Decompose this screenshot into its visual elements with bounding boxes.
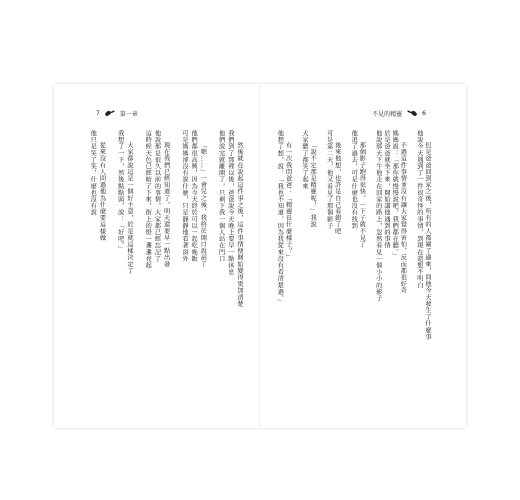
text-column: 「嗯……」一會兒之後，我終於開口說話了 [199, 142, 207, 268]
text-column: 他說那天下午他走在回家的路上，忽然看見一個小小的影子 [374, 130, 382, 302]
text-column: 「說不定那是精靈呢！」我說 [309, 142, 317, 228]
left-page-text [88, 130, 244, 400]
book-spread [54, 84, 466, 428]
text-column: 現在我們已經知道了，明天還要早一點出發 [162, 142, 170, 268]
text-column: 他追了過去，可是什麼也沒有找到 [350, 130, 358, 229]
bird-ornament-icon [104, 108, 116, 118]
text-column: 他們說完就離開了，只剩下我一個人站在門口 [217, 130, 225, 262]
left-page [54, 84, 260, 428]
text-column: 他說今天遇到了一件很奇怪的事情，到現在還想不明白 [415, 130, 423, 289]
text-column: 有一次我問爸爸：「精靈長什麼樣子？」 [284, 142, 292, 261]
text-column: 那個影子跑得很快，一下子就不見了 [358, 142, 366, 248]
text-column: 可是媽媽卻沒有說什麼，只是靜靜地看著窗外 [180, 130, 188, 262]
text-column: 他們都很高興，因為今天終於可以一起吃晚飯 [190, 130, 198, 262]
left-running-head [96, 108, 138, 118]
text-column: 我們到了那裡以後，爸爸說今天晚上要早一點休息 [226, 130, 234, 276]
text-column: 可是第二天，他又看見了那個影子 [325, 130, 333, 229]
left-chapter-title: 第一章 [119, 110, 138, 118]
text-column: 然後就在說起這件事之後，這件事情便開始變得更加清楚 [236, 142, 243, 307]
text-column: 這時候天色已經暗了下來，街上的燈一盞盞亮起 [144, 130, 152, 269]
left-page-number: 7 [96, 109, 100, 117]
right-page-text [276, 130, 432, 400]
text-column: 他只是笑了笑，什麼也沒有說 [89, 130, 97, 216]
text-column: 不過這件事情並沒有讓大家覺得害怕，反而都很好奇 [399, 142, 407, 294]
text-column: 後來他想，也許是自己看錯了吧 [333, 142, 341, 235]
right-page-number: 6 [422, 109, 426, 117]
text-column: 於是爸爸就坐下來，開始講他遇到的事情 [382, 130, 390, 249]
right-running-head [372, 108, 426, 118]
text-column: 大家聽了都笑了起來 [300, 130, 308, 190]
bird-ornament-icon [406, 108, 418, 118]
text-column: 媽媽說：「那你就慢慢說吧，我們都在聽。」 [391, 130, 399, 259]
right-book-title: 不見的精靈 [372, 110, 403, 118]
text-column: 他想了想，說：「我也不知道，因為我從來沒有看清楚過。」 [276, 130, 284, 306]
text-column: 我想了一下，然後點點頭，說：「好吧。」 [116, 130, 124, 253]
text-column: 但是爸爸回到家之後，所有的人都圍了過來，問他今天發生了什麼事 [424, 142, 431, 340]
text-column: 大家都說這是一個好主意，於是就這樣決定了 [125, 142, 133, 274]
text-column: 從來沒有人問過他為什麼要這樣做 [98, 142, 106, 241]
text-column: 他說那是很久以前的事情，大家都已經忘記了 [153, 130, 161, 262]
right-page [260, 84, 466, 428]
